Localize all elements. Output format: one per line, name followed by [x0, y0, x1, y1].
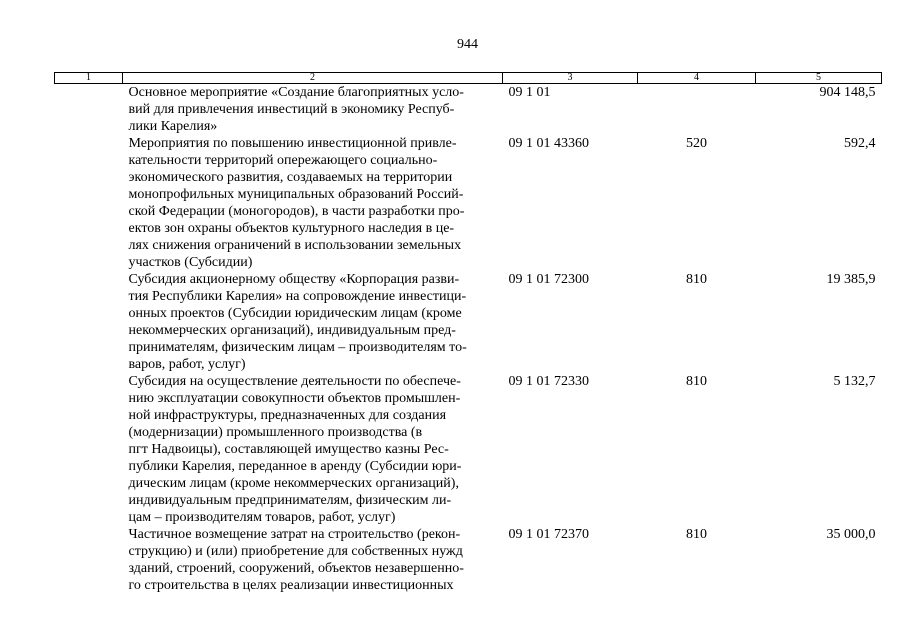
- description-line: ной инфраструктуры, предназначенных для создания: [128, 408, 447, 423]
- description-line: дическим лицам (кроме некоммерческих организаций),: [128, 476, 459, 491]
- row-code: 09 1 01: [508, 85, 551, 100]
- table-row: [55, 526, 882, 594]
- table-row: [55, 373, 882, 526]
- description-line: го строительства в целях реализации инвестиционных: [128, 578, 454, 593]
- row-number-cell: [55, 135, 123, 271]
- description-line: лях снижения ограничений в использовании земельных: [128, 238, 462, 253]
- table-row: [55, 84, 882, 136]
- description-line: монопрофильных муниципальных образований Россий-: [128, 187, 464, 202]
- column-header-3: 3: [503, 73, 638, 84]
- description-line: экономического развития, создаваемых на территории: [128, 170, 453, 185]
- description-line: ской Федерации (моногородов), в части разработки про-: [128, 204, 465, 219]
- description-line: цам – производителям товаров, работ, услуг): [128, 510, 396, 525]
- description-line: кательности территорий опережающего социально-: [128, 153, 438, 168]
- description-line: пгт Надвоицы), составляющей имущество казны Рес-: [128, 442, 449, 457]
- row-number-cell: [55, 271, 123, 373]
- description-line: принимателям, физическим лицам – производителям то-: [128, 340, 467, 355]
- row-expense-type: 810: [686, 374, 707, 389]
- description-line: некоммерческих организаций), индивидуальным пред-: [128, 323, 456, 338]
- description-line: ектов зон охраны объектов культурного наследия в це-: [128, 221, 455, 236]
- description-line: публики Карелия, переданное в аренду (Субсидии юри-: [128, 459, 462, 474]
- row-description: [123, 135, 503, 271]
- description-line: участков (Субсидии): [128, 255, 253, 270]
- row-number-cell: [55, 373, 123, 526]
- table-body: [55, 84, 882, 595]
- table-row: [55, 135, 882, 271]
- description-line: Субсидия на осуществление деятельности по обеспече-: [128, 374, 461, 389]
- description-line: Мероприятия по повышению инвестиционной привле-: [128, 136, 457, 151]
- row-code: 09 1 01 72330: [508, 374, 589, 389]
- row-amount: 35 000,0: [826, 527, 876, 542]
- row-amount: 5 132,7: [833, 374, 876, 389]
- description-line: (модернизации) промышленного производства (в: [128, 425, 423, 440]
- description-line: Основное мероприятие «Создание благоприятных усло-: [128, 85, 464, 100]
- row-description: [123, 373, 503, 526]
- row-code: 09 1 01 72300: [508, 272, 589, 287]
- row-code: 09 1 01 72370: [508, 527, 589, 542]
- row-description: [123, 526, 503, 594]
- row-expense-type: 810: [686, 527, 707, 542]
- column-header-5: 5: [756, 73, 882, 84]
- description-line: зданий, строений, сооружений, объектов незавершенно-: [128, 561, 464, 576]
- row-number-cell: [55, 526, 123, 594]
- budget-table: [54, 72, 882, 594]
- description-line: варов, работ, услуг): [128, 357, 246, 372]
- column-header-4: 4: [638, 73, 756, 84]
- row-number-cell: [55, 84, 123, 136]
- row-code: 09 1 01 43360: [508, 136, 589, 151]
- description-line: индивидуальным предпринимателям, физическим ли-: [128, 493, 452, 508]
- description-line: онных проектов (Субсидии юридическим лицам (кроме: [128, 306, 462, 321]
- row-expense-type: [638, 84, 756, 136]
- column-header-2: 2: [123, 73, 503, 84]
- table-row: [55, 271, 882, 373]
- description-line: тия Республики Карелия» на сопровождение инвестици-: [128, 289, 467, 304]
- row-expense-type: 520: [686, 136, 707, 151]
- description-line: Субсидия акционерному обществу «Корпорация разви-: [128, 272, 460, 287]
- description-line: вий для привлечения инвестиций в экономику Респуб-: [128, 102, 455, 117]
- page-number: 944: [457, 37, 478, 52]
- description-line: нию эксплуатации совокупности объектов промышлен-: [128, 391, 461, 406]
- row-amount: 592,4: [844, 136, 876, 151]
- description-line: Частичное возмещение затрат на строительство (рекон-: [128, 527, 461, 542]
- row-amount: 19 385,9: [826, 272, 876, 287]
- table-header: [55, 73, 882, 84]
- description-line: струкцию) и (или) приобретение для собственных нужд: [128, 544, 463, 559]
- row-description: [123, 84, 503, 136]
- row-amount: 904 148,5: [819, 85, 876, 100]
- column-header-1: 1: [55, 73, 123, 84]
- row-expense-type: 810: [686, 272, 707, 287]
- description-line: лики Карелия»: [128, 119, 218, 134]
- row-description: [123, 271, 503, 373]
